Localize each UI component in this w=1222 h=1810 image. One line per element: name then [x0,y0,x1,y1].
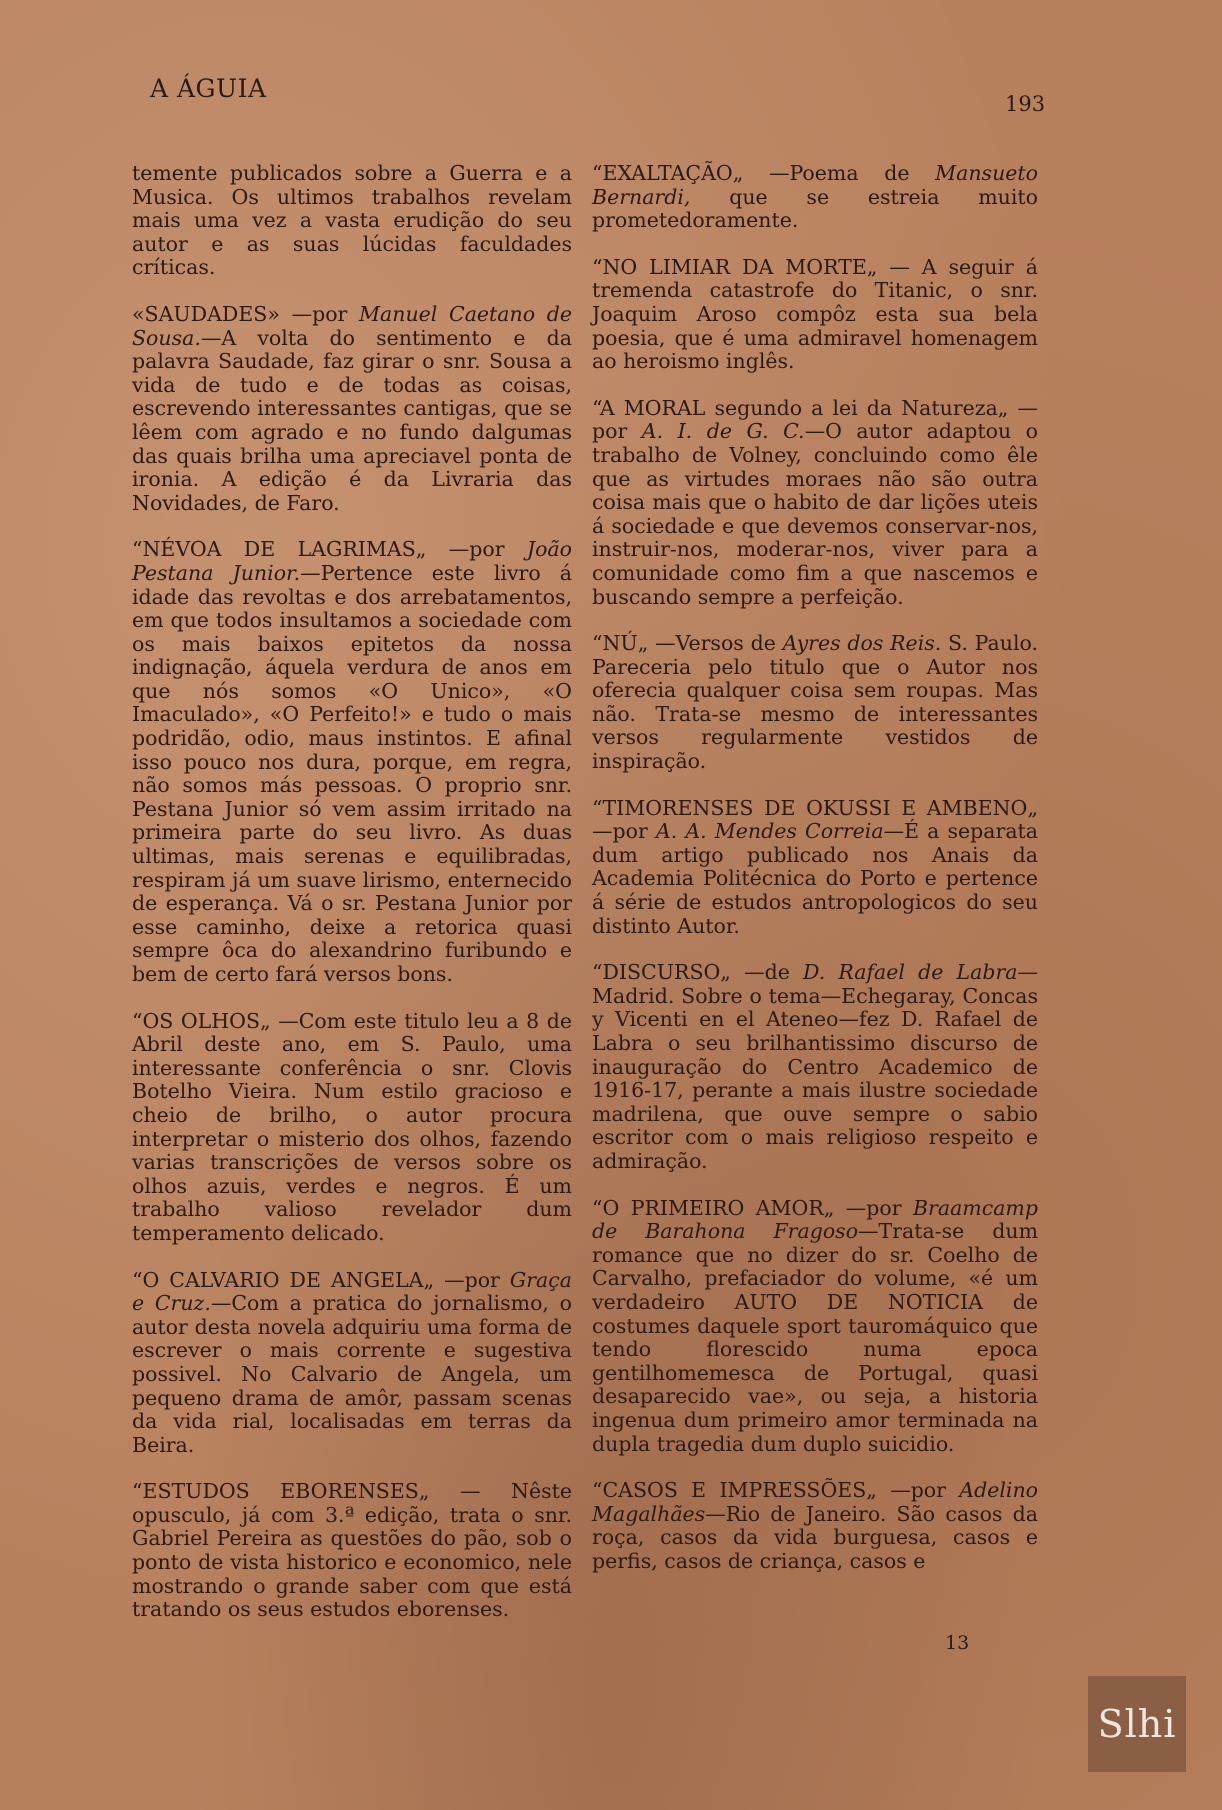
review-title: «SAUDADES» —por [132,301,348,326]
review-paragraph [592,1479,1038,1573]
review-text: —O autor adaptou o trabalho de Volney, concluindo como êle que as virtudes moraes não são outra coisa mais que o habito de dar lições uteis á sociedade e que devemos conservar-nos, instruir-nos, moderar-nos, viver para a comunidade como fim a que nascemos e buscando sempre a perfeição. [592,419,1038,609]
review-paragraph [592,961,1038,1173]
review-paragraph [132,538,572,986]
review-text: —A volta do sentimento e da palavra Saudade, faz girar o snr. Sousa a vida de tudo e de todas as coisas, escrevendo interessantes cantigas, que se lêem com agrado e no fundo dalgumas das quais brilha uma apreciavel ponta de ironia. A edição é da Livraria das Novidades, de Faro. [132,325,572,515]
review-title: “NÚ„ —Versos de [592,631,776,656]
review-paragraph [592,632,1038,774]
review-title: “EXALTAÇÃO„ —Poema de [592,161,910,185]
review-paragraph [132,1010,572,1246]
review-paragraph [592,1197,1038,1457]
review-text: A seguir á tremenda catastrofe do Titanic, o snr. Joaquim Aroso compôz esta sua bela poesia, que é uma admiravel homenagem ao heroismo inglês. [592,254,1038,374]
right-column [592,162,1038,1596]
review-text: —Pertence este livro á idade das revoltas e dos arrebatamentos, em que todos insultamos a sociedade com os mais baixos epitetos da nossa indignação, áquela verdura de anos em que nós somos «O Unico», «O Imaculado», «O Perfeito!» e tudo o mais podridão, odio, maus instintos. E afinal isso pouco nos dura, porque, em regra, não somos más pessoas. O proprio snr. Pestana Junior só vem assim irritado na primeira parte do seu livro. As duas ultimas, mais serenas e equilibradas, respiram já um suave lirismo, enternecido de esperança. Vá o sr. Pestana Junior por esse caminho, deixe a retorica quasi sempre ôca do alexandrino furibundo e bem de certo fará versos bons. [132,560,572,986]
left-column [132,162,572,1645]
review-title: “DISCURSO„ —de [592,960,790,985]
review-author: Manuel Caetano de Sousa. [132,301,572,350]
review-author: A. A. Mendes Correia [655,819,884,844]
review-text: —É a separata dum artigo publicado nos Anais da Academia Politécnica do Porto e pertence á série de estudos antropologicos do seu distinto Autor. [592,819,1038,938]
review-paragraph [132,1480,572,1622]
review-author: Ayres dos Reis. [782,631,942,656]
review-text: que se estreia muito prometedoramente. [592,184,1038,233]
review-text: Nêste opusculo, já com 3.ª edição, trata o snr. Gabriel Pereira as questões do pão, sob o ponto de vista historico e economico, nele mostrando o grande saber com que está tratando os seus estudos eborenses. [132,1479,572,1622]
review-author: Braamcamp de Barahona Fragoso [592,1195,1038,1244]
review-paragraph [592,797,1038,939]
review-text: S. Paulo. Pareceria pelo titulo que o Autor nos oferecia qualquer coisa sem roupas. Mas não. Trata-se mesmo de interessantes versos regularmente vestidos de inspiração. [592,631,1039,774]
review-title: “ESTUDOS EBORENSES„ — [132,1479,481,1504]
review-text: Num estilo gracioso e cheio de brilho, o autor procura interpretar o misterio dos olhos, fazendo varias transcrições de versos sobre os olhos azuis, verdes e negros. É um trabalho valioso revelador dum temperamento delicado. [132,1079,572,1245]
review-title: “O PRIMEIRO AMOR„ —por [592,1195,902,1220]
review-paragraph [132,303,572,515]
review-paragraph [132,1269,572,1458]
review-paragraph [132,162,572,280]
review-paragraph [592,162,1038,233]
review-author: Adelino Magalhães [592,1478,1038,1526]
review-text: —Com a pratica do jornalismo, o autor desta novela adquiriu uma forma de escrever o mais corrente e sugestiva possivel. No Calvario de Angela, um pequeno drama de amôr, passam scenas da vida rial, localisadas em terras da Beira. [132,1291,573,1457]
review-title: “CASOS E IMPRESSÕES„ —por [592,1478,946,1503]
review-title: “NÉVOA DE LAGRIMAS„ —por [132,537,505,562]
review-paragraph [592,397,1038,609]
review-text: —Madrid. Sobre o tema—Echegaray, Concas y Vicenti en el Ateneo—fez D. Rafael de Labra o seu brilhantissimo discurso de inauguração do Centro Academico de 1916-17, perante a mais ilustre sociedade madrilena, que ouve sempre o sabio escritor com o mais religioso respeito e admiração. [592,960,1038,1173]
review-author: João Pestana Junior. [132,537,572,585]
review-author: A. I. de G. C. [641,419,805,444]
page-number: 193 [1005,92,1046,116]
review-text: temente publicados sobre a Guerra e a Musica. Os ultimos trabalhos revelam mais uma vez a vasta erudição do seu autor e as suas lúcidas faculdades críticas. [132,161,572,280]
journal-title: A ÁGUIA [150,74,267,103]
review-paragraph [592,256,1038,374]
review-title: “TIMORENSES DE OKUSSI E AMBENO„ —por [592,795,1038,844]
review-text: —Rio de Janeiro. São casos da roça, casos da vida burguesa, casos e perfis, casos de criança, casos e [592,1501,1038,1573]
review-title: “OS OLHOS„ —Com este titulo leu a 8 de Abril deste ano, em S. Paulo, uma interessante conferência o snr. Clovis Botelho Vieira. [132,1008,572,1104]
stamp-text: Slhi [1097,1702,1177,1746]
review-text: —Trata-se dum romance que no dizer do sr. Coelho de Carvalho, prefaciador do volume, «é um verdadeiro AUTO DE NOTICIA de costumes daquele sport tauromáquico que tendo florescido numa epoca gentilhomemesca de Portugal, quasi desaparecido vae», ou seja, a historia ingenua dum primeiro amor terminada na dupla tragedia dum duplo suicidio. [592,1219,1039,1456]
library-stamp-logo [1088,1676,1186,1772]
review-title: “NO LIMIAR DA MORTE„ — [592,254,910,279]
review-author: Mansueto Bernardi, [592,161,1038,209]
review-author: Graça e Cruz. [132,1267,572,1316]
review-author: D. Rafael de Labra [802,960,1018,985]
review-title: “O CALVARIO DE ANGELA„ —por [132,1267,500,1292]
review-title: “A MORAL segundo a lei da Natureza„ —por [592,395,1038,444]
signature-number: 13 [945,1632,970,1654]
